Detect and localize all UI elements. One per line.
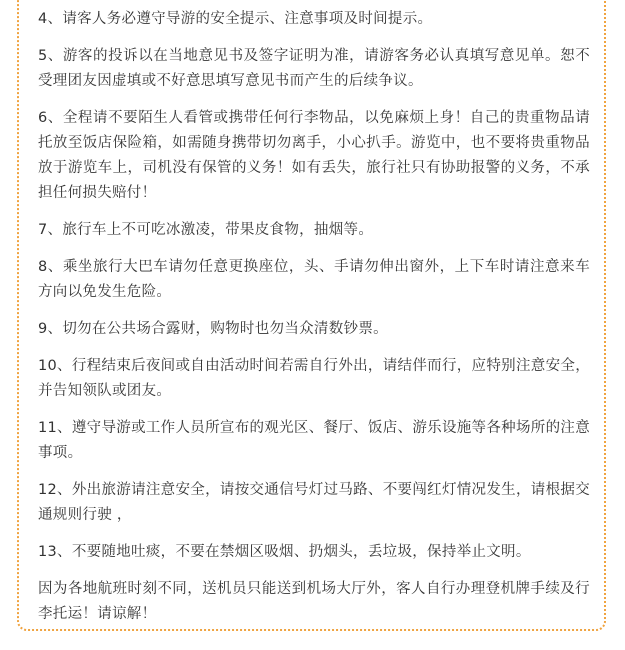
notice-item-13: 13、不要随地吐痰，不要在禁烟区吸烟、扔烟头，丢垃圾，保持举止文明。 xyxy=(38,544,531,560)
notice-item-7: 7、旅行车上不可吃冰激凌，带果皮食物，抽烟等。 xyxy=(38,222,374,238)
notice-item-4: 4、请客人务必遵守导游的安全提示、注意事项及时间提示。 xyxy=(38,11,433,27)
notice-list xyxy=(38,7,590,639)
notice-item-11: 11、遵守导游或工作人员所宣布的观光区、餐厅、饭店、游乐设施等各种场所的注意事项。 xyxy=(38,420,590,461)
notice-item-6: 6、全程请不要陌生人看管或携带任何行李物品，以免麻烦上身！自己的贵重物品请托放至饭店保险箱，如需随身携带切勿离手，小心扒手。游览中，也不要将贵重物品放于游览车上，司机没有保管的义务！如有丢失，旅行社只有协助报警的义务，不承担任何损失赔付！ xyxy=(38,110,590,201)
notice-item-12: 12、外出旅游请注意安全，请按交通信号灯过马路、不要闯红灯情况发生，请根据交通规则行驶 ， xyxy=(38,482,590,523)
notice-item-9: 9、切勿在公共场合露财，购物时也勿当众清数钞票。 xyxy=(38,321,388,337)
notice-closing: 因为各地航班时刻不同，送机员只能送到机场大厅外，客人自行办理登机牌手续及行李托运！请谅解！ xyxy=(38,581,590,622)
notice-item-5: 5、游客的投诉以在当地意见书及签字证明为准，请游客务必认真填写意见单。恕不受理团友因虚填或不好意思填写意见书而产生的后续争议。 xyxy=(38,48,590,89)
notice-item-8: 8、乘坐旅行大巴车请勿任意更换座位，头、手请勿伸出窗外，上下车时请注意来车方向以免发生危险。 xyxy=(38,259,590,300)
notice-item-10: 10、行程结束后夜间或自由活动时间若需自行外出，请结伴而行，应特别注意安全，并告知领队或团友。 xyxy=(38,358,590,399)
